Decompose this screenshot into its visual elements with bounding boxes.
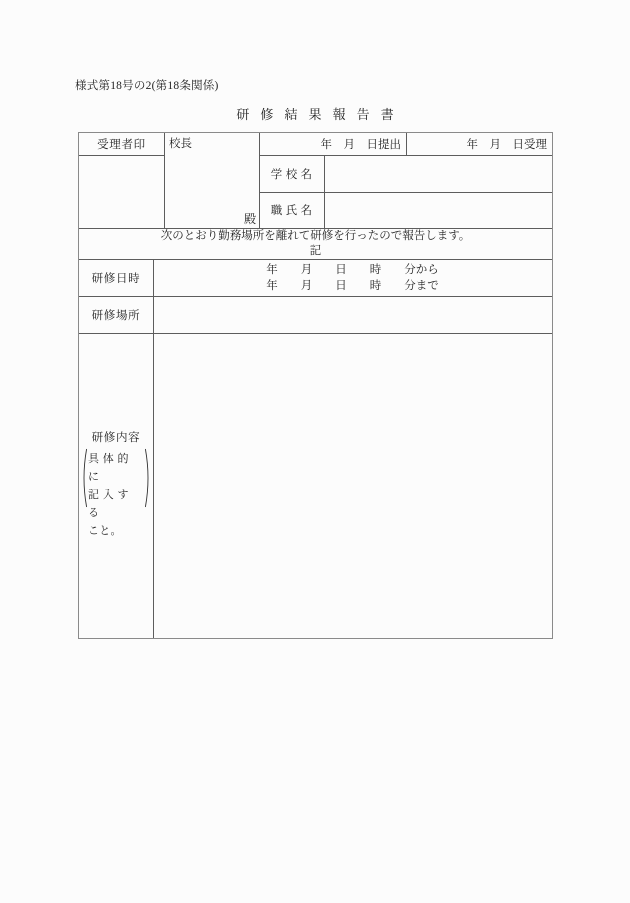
seal-area — [79, 155, 164, 228]
receive-date-cell: 年 月 日受理 — [466, 139, 547, 151]
datetime-from-line: 年 月 日 時 分から — [266, 263, 439, 276]
training-location-field — [153, 296, 552, 333]
training-location-label: 研修場所 — [91, 309, 141, 322]
document-title: 研修結果報告書 — [236, 107, 405, 122]
principal-label: 校長 — [169, 138, 192, 150]
annotation-line: 具体的に — [88, 453, 133, 483]
school-name-label: 学校名 — [270, 168, 316, 181]
annotation-line: 記入する — [88, 489, 133, 519]
annotation-lines — [88, 450, 144, 540]
form-number: 様式第18号の2(第18条関係) — [75, 80, 219, 92]
statement-cell — [79, 228, 552, 259]
note-heading: 記 — [309, 244, 322, 257]
annotation-bracket-right-icon — [145, 448, 151, 508]
annotation-bracket-left-icon — [81, 448, 87, 508]
training-datetime-label: 研修日時 — [91, 272, 141, 285]
submit-date-cell: 年 月 日提出 — [320, 139, 401, 151]
annotation-line: こと。 — [88, 525, 122, 537]
training-content-label-cell — [79, 333, 153, 638]
training-content-field — [153, 333, 552, 638]
training-content-label: 研修内容 — [91, 432, 141, 444]
report-form-table — [78, 132, 553, 639]
datetime-to-line: 年 月 日 時 分まで — [266, 279, 439, 292]
content-annotation — [81, 448, 151, 542]
honorific-label: 殿 — [243, 212, 256, 226]
school-name-field — [324, 155, 552, 192]
recipient-seal-label: 受理者印 — [97, 139, 146, 151]
training-datetime-field — [153, 259, 552, 296]
position-name-label: 職氏名 — [270, 205, 316, 217]
report-statement: 次のとおり勤務場所を離れて研修を行ったので報告します。 — [160, 229, 471, 242]
principal-cell — [164, 133, 259, 228]
position-name-field — [324, 192, 552, 228]
